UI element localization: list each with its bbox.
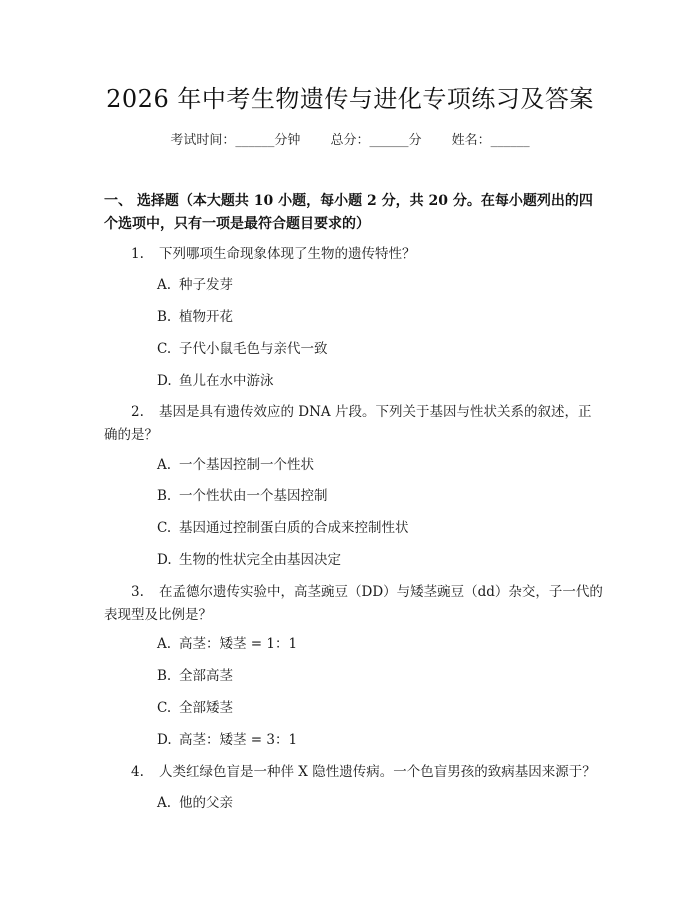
question-1 [104, 243, 604, 266]
option-text: 一个性状由一个基因控制 [179, 488, 328, 504]
option-letter: A. [157, 277, 172, 293]
question-1-option-b [157, 307, 233, 327]
question-1-option-a [157, 275, 233, 295]
option-letter: D. [157, 552, 172, 568]
question-4 [104, 761, 604, 784]
question-text: 人类红绿色盲是一种伴 X 隐性遗传病。一个色盲男孩的致病基因来源于？ [159, 764, 596, 780]
question-3-option-b [157, 666, 233, 686]
question-text: 在孟德尔遗传实验中，高茎豌豆（DD）与矮茎豌豆（dd）杂交，子一代的表现型及比例是？ [104, 584, 603, 623]
question-2-option-d [157, 550, 341, 570]
option-text: 全部高茎 [179, 668, 233, 684]
option-text: 子代小鼠毛色与亲代一致 [179, 341, 328, 357]
question-1-option-d [157, 371, 274, 391]
option-text: 高茎：矮茎 = 1：1 [179, 636, 298, 652]
option-letter: A. [157, 457, 172, 473]
question-3-option-a [157, 634, 297, 654]
option-letter: A. [157, 636, 172, 652]
option-text: 全部矮茎 [179, 700, 233, 716]
option-text: 种子发芽 [179, 277, 233, 293]
option-letter: B. [157, 309, 172, 325]
student-name-field: 姓名：______ [451, 133, 530, 148]
option-letter: C. [157, 341, 172, 357]
question-number: 4. [131, 764, 144, 780]
option-text: 生物的性状完全由基因决定 [179, 552, 341, 568]
option-text: 一个基因控制一个性状 [179, 457, 314, 473]
page-title: 2026 年中考生物遗传与进化专项练习及答案 [106, 85, 594, 113]
option-text: 鱼儿在水中游泳 [179, 373, 274, 389]
total-score-field: 总分：______分 [330, 133, 422, 148]
option-letter: A. [157, 795, 172, 811]
option-text: 基因通过控制蛋白质的合成来控制性状 [179, 520, 409, 536]
option-text: 他的父亲 [179, 795, 233, 811]
question-2-option-b [157, 486, 328, 506]
question-4-option-a [157, 793, 233, 813]
question-2 [104, 401, 604, 447]
question-number: 1. [131, 246, 144, 262]
section-heading: 一、 选择题（本大题共 10 小题，每小题 2 分，共 20 分。在每小题列出的四个选项中，只有一项是最符合题目要求的） [104, 193, 593, 232]
option-letter: C. [157, 520, 172, 536]
question-2-option-c [157, 518, 409, 538]
option-letter: B. [157, 488, 172, 504]
option-text: 高茎：矮茎 = 3：1 [179, 732, 298, 748]
question-text: 基因是具有遗传效应的 DNA 片段。下列关于基因与性状关系的叙述，正确的是？ [104, 404, 592, 443]
question-2-option-a [157, 455, 314, 475]
question-3 [104, 581, 604, 627]
option-letter: D. [157, 732, 172, 748]
option-letter: D. [157, 373, 172, 389]
exam-time-field: 考试时间：______分钟 [170, 133, 301, 148]
question-text: 下列哪项生命现象体现了生物的遗传特性？ [159, 246, 416, 262]
question-number: 2. [131, 404, 144, 420]
question-3-option-c [157, 698, 233, 718]
option-letter: C. [157, 700, 172, 716]
exam-info-line [0, 131, 700, 151]
question-3-option-d [157, 730, 297, 750]
question-number: 3. [131, 584, 144, 600]
option-text: 植物开花 [179, 309, 233, 325]
option-letter: B. [157, 668, 172, 684]
question-1-option-c [157, 339, 328, 359]
